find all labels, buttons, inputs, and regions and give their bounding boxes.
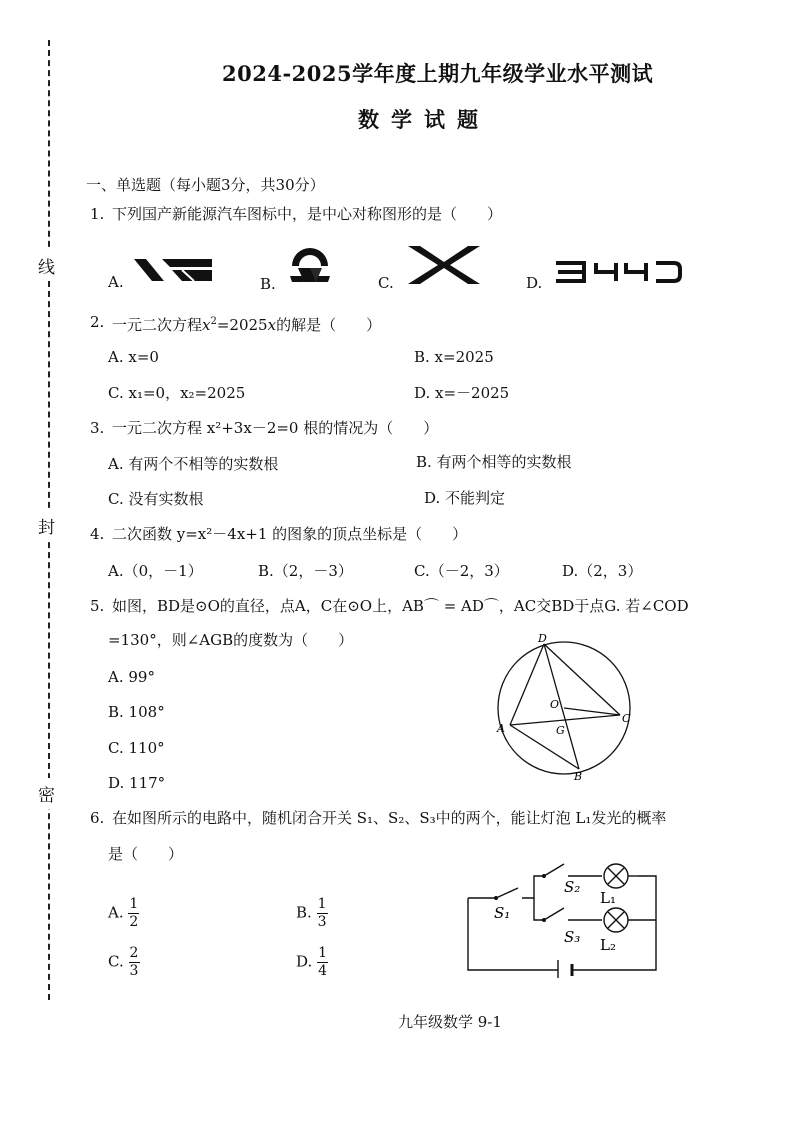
q6-stem-line2: 是（ ） <box>108 845 184 863</box>
q6-number: 6. <box>90 809 105 827</box>
q3-option-d: D. 不能判定 <box>424 489 506 507</box>
q5-stem-line2: =130°，则∠AGB的度数为（ ） <box>108 631 354 649</box>
q6-option-d-label: D. <box>296 952 313 971</box>
q5-option-b: B. 108° <box>108 703 165 721</box>
q6-stem-line1: 在如图所示的电路中，随机闭合开关 S₁、S₂、S₃中的两个，能让灯泡 L₁发光的概率 <box>112 809 667 827</box>
q1-option-b-label: B. <box>260 275 276 293</box>
q6-option-c <box>108 946 140 979</box>
switch-s2-blade <box>544 864 564 876</box>
q4-option-d: D.（2，3） <box>562 562 643 580</box>
lynk-logo-icon <box>132 255 216 285</box>
q6-option-d-fraction <box>317 946 328 979</box>
switch-s3-blade <box>544 908 564 920</box>
label-l1: L₁ <box>600 889 616 907</box>
q3-stem: 一元二次方程 x²+3x－2=0 根的情况为（ ） <box>112 419 439 437</box>
q5-option-a: A. 99° <box>108 668 155 686</box>
fraction-denominator: 4 <box>318 963 327 979</box>
fraction-numerator: 1 <box>317 896 327 912</box>
binding-label-seal: 封 <box>38 510 55 541</box>
q2-number: 2. <box>90 313 105 331</box>
junction-dot <box>494 896 498 900</box>
fraction-denominator: 3 <box>317 914 327 930</box>
q6-option-c-fraction <box>129 946 140 979</box>
q1-option-d-label: D. <box>526 274 543 292</box>
q2-option-d: D. x=－2025 <box>414 384 510 402</box>
fraction-numerator: 1 <box>129 896 139 912</box>
label-s3: S₃ <box>564 928 581 946</box>
q6-option-b-fraction <box>317 897 328 930</box>
q4-number: 4. <box>90 525 105 543</box>
xpeng-logo-icon <box>406 244 482 286</box>
junction-dot <box>542 918 546 922</box>
q4-option-a: A.（0，－1） <box>108 562 203 580</box>
q5-option-c: C. 110° <box>108 739 165 757</box>
q3-option-b: B. 有两个相等的实数根 <box>416 453 572 471</box>
q1-option-a-label: A. <box>108 273 124 291</box>
q2-stem-var: x <box>267 316 277 334</box>
q2-stem-part: 一元二次方程 <box>112 316 203 334</box>
fraction-numerator: 2 <box>129 945 139 961</box>
q6-option-a-label: A. <box>108 903 124 922</box>
fraction-numerator: 1 <box>318 945 327 961</box>
q4-stem: 二次函数 y=x²－4x+1 的图象的顶点坐标是（ ） <box>112 525 468 543</box>
section-heading: 一、单选题（每小题3分，共30分） <box>86 176 325 194</box>
q2-stem-var: x <box>202 316 211 334</box>
q2-stem-part: 的解是（ ） <box>276 316 382 334</box>
q2-option-a: A. x=0 <box>108 348 159 366</box>
q2-option-c: C. x₁=0，x₂=2025 <box>108 384 246 402</box>
byd-logo-icon <box>554 259 684 285</box>
q1-number: 1. <box>90 205 105 223</box>
q5-stem-line1: 如图，BD是⊙O的直径，点A，C在⊙O上，AB⌒ = AD⌒，AC交BD于点G. 若∠COD <box>112 597 689 615</box>
q6-option-d <box>296 946 328 979</box>
chord-ad <box>510 644 544 725</box>
q6-option-b <box>296 897 328 930</box>
q2-stem <box>112 312 381 335</box>
junction-dot <box>542 874 546 878</box>
label-s2: S₂ <box>564 878 581 896</box>
q3-number: 3. <box>90 419 105 437</box>
point-label-b: B <box>574 770 583 780</box>
q3-option-a: A. 有两个不相等的实数根 <box>108 455 279 473</box>
q2-stem-part: =2025 <box>216 316 268 334</box>
radius-oc <box>564 708 620 715</box>
q5-circle-figure <box>490 632 650 780</box>
q6-option-a-fraction <box>128 897 139 930</box>
q4-option-c: C.（－2，3） <box>414 562 509 580</box>
q6-option-c-label: C. <box>108 952 124 971</box>
nio-logo-icon <box>288 246 332 286</box>
q6-option-a <box>108 897 139 930</box>
binding-label-secret: 密 <box>38 778 55 809</box>
exam-title: 2024-2025学年度上期九年级学业水平测试 <box>222 61 654 86</box>
q3-option-c: C. 没有实数根 <box>108 490 204 508</box>
point-label-c: C <box>622 712 631 725</box>
point-label-a: A <box>497 722 505 735</box>
q2-option-b: B. x=2025 <box>414 348 494 366</box>
switch-s1-blade <box>496 888 518 898</box>
q6-circuit-figure <box>460 852 666 978</box>
q4-option-b: B.（2，－3） <box>258 562 353 580</box>
binding-label-line: 线 <box>38 250 55 281</box>
q1-option-c-label: C. <box>378 274 394 292</box>
exam-subtitle: 数学试题 <box>358 107 490 132</box>
chord-ac <box>510 715 620 725</box>
label-l2: L₂ <box>600 936 616 954</box>
label-s1: S₁ <box>494 904 511 922</box>
q5-option-d: D. 117° <box>108 774 166 792</box>
q1-stem: 下列国产新能源汽车图标中，是中心对称图形的是（ ） <box>112 205 503 223</box>
page-footer: 九年级数学 9-1 <box>398 1013 502 1031</box>
q5-number: 5. <box>90 597 105 615</box>
fraction-denominator: 3 <box>129 963 139 979</box>
point-label-d: D <box>538 632 547 645</box>
q6-option-b-label: B. <box>296 903 312 922</box>
point-label-o: O <box>550 698 560 711</box>
q2-stem-exponent: 2 <box>210 316 217 327</box>
point-label-g: G <box>556 724 565 737</box>
fraction-denominator: 2 <box>129 914 139 930</box>
